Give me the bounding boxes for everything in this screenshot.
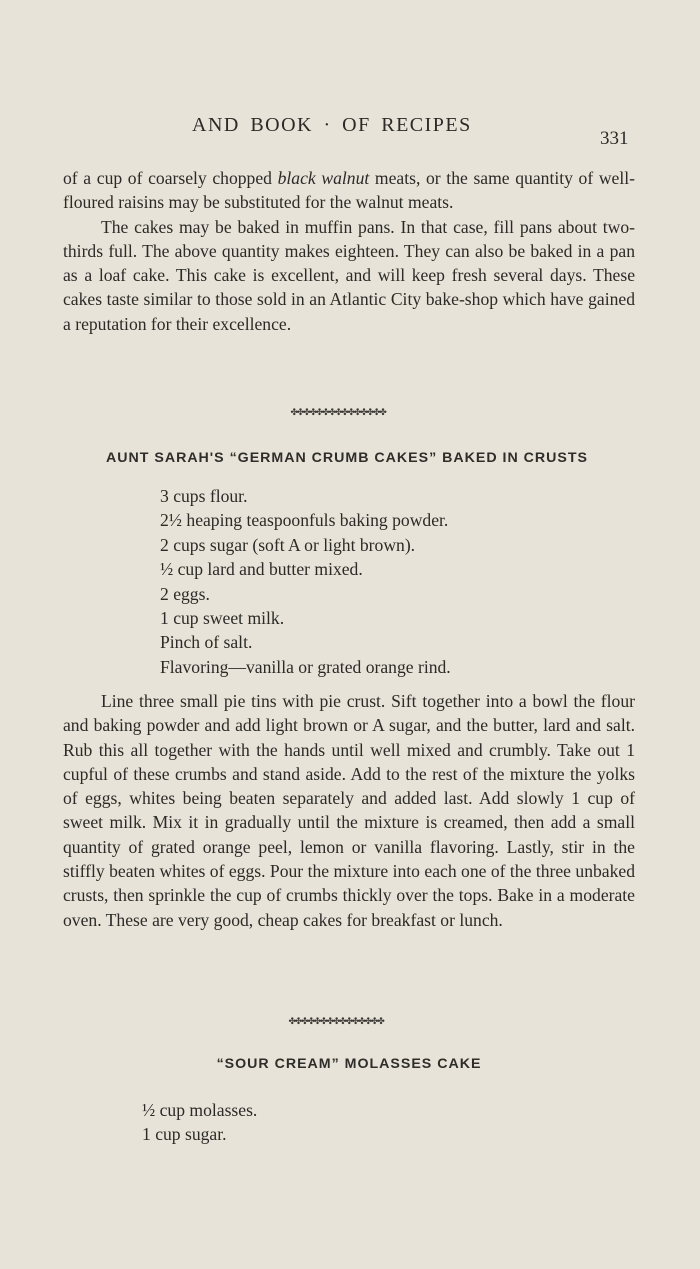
ingredient-item: 1 cup sweet milk. [160,608,285,629]
italic-phrase: black walnut [277,168,370,188]
ingredient-item: 1 cup sugar. [142,1124,227,1145]
directions-text [63,689,635,932]
ingredient-item: 2 eggs. [160,583,210,604]
ingredient-item: 2½ heaping teaspoonfuls baking powder. [160,510,449,531]
continued-paragraph [63,166,635,215]
page-number: 331 [600,128,629,149]
recipe-title-molasses-cake: “SOUR CREAM” MOLASSES CAKE [216,1056,482,1072]
ingredient-item: Pinch of salt. [160,632,253,653]
running-head: AND BOOK · OF RECIPES [192,114,472,136]
ornament-divider: ✤✤✤✤✤✤✤✤✤✤✤✤✤✤✤ [290,408,386,418]
continued-text [63,166,635,336]
continued-paragraph-end: meats, or the same quantity of well-floured raisins may be substituted for the walnut meats. [63,168,635,213]
ingredient-list-molasses-cake [142,1098,257,1147]
paragraph-baking-notes: The cakes may be baked in muffin pans. In that case, fill pans about two-thirds full. The above quantity makes eighteen. They can also be baked in a pan as a loaf cake. This cake is excellent, and will keep fresh several days. These cakes taste similar to those sold in an Atlantic City bake-shop which have gained a reputation for their excellence. [63,216,635,334]
ingredient-item: ½ cup lard and butter mixed. [160,559,363,580]
continued-paragraph-start: of a cup of coarsely chopped [63,168,278,188]
recipe-title-crumb-cakes: AUNT SARAH'S “GERMAN CRUMB CAKES” BAKED IN CRUSTS [106,450,588,466]
ingredient-item: 2 cups sugar (soft A or light brown). [160,534,416,555]
ingredient-list-crumb-cakes [160,484,451,679]
ornament-divider: ✤✤✤✤✤✤✤✤✤✤✤✤✤✤✤ [288,1017,384,1027]
ingredient-item: ½ cup molasses. [142,1100,258,1120]
recipe-directions-crumb-cakes: Line three small pie tins with pie crust. Sift together into a bowl the flour and baking powder and add light brown or A sugar, and the butter, lard and salt. Rub this all together with the hands until well mixed and crumbly. Take out 1 cupful of these crumbs and stand aside. Add to the rest of the mixture the yolks of eggs, whites being beaten separately and added last. Add slowly 1 cup of sweet milk. Mix it in gradually until the mixture is creamed, then add a small quantity of grated orange peel, lemon or vanilla flavoring. Lastly, stir in the stiffly beaten whites of eggs. Pour the mixture into each one of the three unbaked crusts, then sprinkle the cup of crumbs thickly over the tops. Bake in a moderate oven. These are very good, cheap cakes for breakfast or lunch. [63,691,635,930]
ingredient-item: Flavoring—vanilla or grated orange rind. [160,656,451,677]
ingredient-item: 3 cups flour. [160,486,248,506]
